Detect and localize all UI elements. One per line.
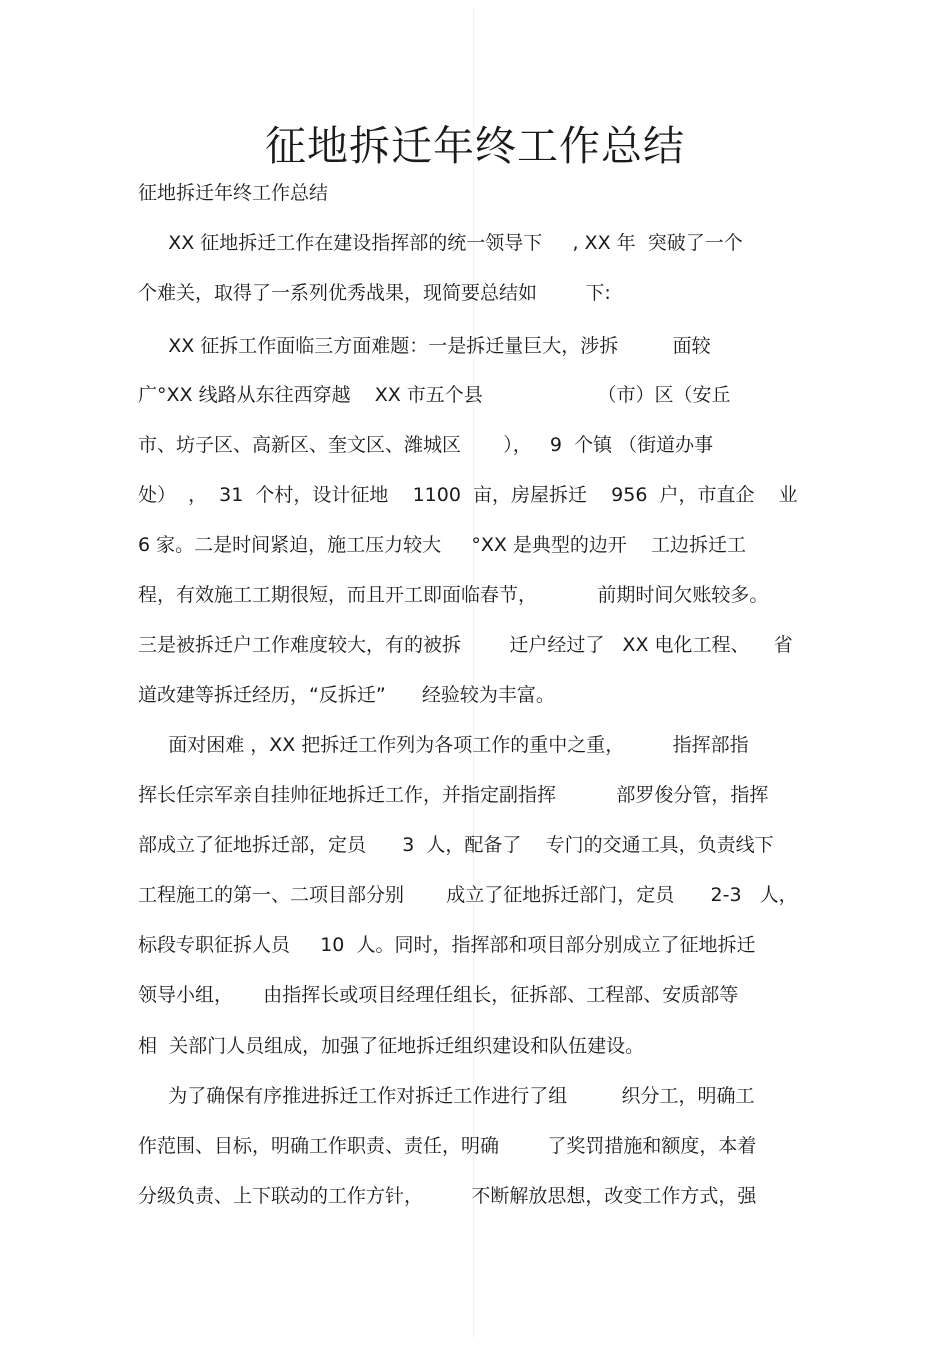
paragraph-line: 分级负责、上下联动的工作方针， 不断解放思想，改变工作方式，强 bbox=[138, 1185, 757, 1207]
paragraph-line: 三是被拆迁户工作难度较大，有的被拆 迁户经过了 XX 电化工程、 省 bbox=[138, 634, 793, 656]
paragraph-line: 标段专职征拆人员 10 人。同时，指挥部和项目部分别成立了征地拆迁 bbox=[138, 934, 756, 956]
paragraph-line: 广°XX 线路从东往西穿越 XX 市五个县 （市）区（安丘 bbox=[138, 384, 731, 406]
paragraph-line: 相 关部门人员组成，加强了征地拆迁组织建设和队伍建设。 bbox=[138, 1035, 645, 1057]
paragraph-line: 6 家。二是时间紧迫，施工压力较大 °XX 是典型的边开 工边拆迁工 bbox=[138, 534, 747, 556]
paragraph-line: 挥长任宗军亲自挂帅征地拆迁工作，并指定副指挥 部罗俊分管，指挥 bbox=[138, 784, 769, 806]
paragraph-line: 市、坊子区、高新区、奎文区、潍城区 ）， 9 个镇 （街道办事 bbox=[138, 434, 714, 456]
subtitle-line: 征地拆迁年终工作总结 bbox=[138, 182, 329, 204]
paragraph-line: 工程施工的第一、二项目部分别 成立了征地拆迁部门，定员 2-3 人， bbox=[138, 884, 798, 906]
paragraph-line: XX 征地拆迁工作在建设指挥部的统一领导下 , XX 年 突破了一个 bbox=[138, 232, 743, 254]
paragraph-line: 处） ， 31 个村，设计征地 1100 亩，房屋拆迁 956 户，市直企 业 bbox=[138, 484, 798, 506]
paragraph-line: 个难关，取得了一系列优秀战果，现简要总结如 下: bbox=[138, 282, 611, 304]
paragraph-line: 作范围、目标，明确工作职责、责任，明确 了奖罚措施和额度，本着 bbox=[138, 1135, 757, 1157]
paragraph-line: 面对困难 ，XX 把拆迁工作列为各项工作的重中之重， 指挥部指 bbox=[138, 734, 749, 756]
paragraph-line: 为了确保有序推进拆迁工作对拆迁工作进行了组 织分工，明确工 bbox=[138, 1085, 755, 1107]
paragraph-line: 程，有效施工工期很短，而且开工即面临春节， 前期时间欠账较多。 bbox=[138, 584, 769, 606]
paragraph-line: 部成立了征地拆迁部，定员 3 人，配备了 专门的交通工具，负责线下 bbox=[138, 834, 774, 856]
paragraph-line: 道改建等拆迁经历，“反拆迁” 经验较为丰富。 bbox=[138, 684, 555, 706]
paragraph-line: 领导小组， 由指挥长或项目经理任组长，征拆部、工程部、安质部等 bbox=[138, 984, 739, 1006]
document-title: 征地拆迁年终工作总结 bbox=[265, 122, 685, 170]
paragraph-line: XX 征拆工作面临三方面难题：一是拆迁量巨大，涉拆 面较 bbox=[138, 335, 711, 357]
